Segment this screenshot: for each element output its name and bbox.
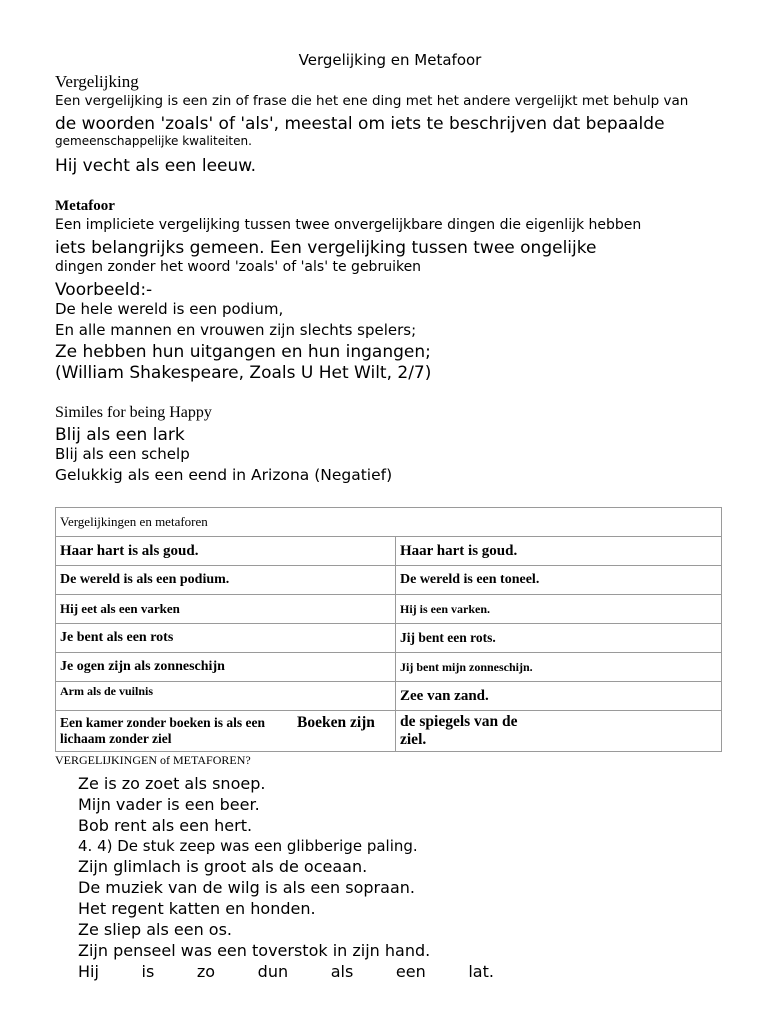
table-cell-metaphor: Zee van zand.	[396, 682, 722, 711]
metafoor-heading: Metafoor	[55, 198, 115, 214]
table-cell-simile: Je bent als een rots	[56, 624, 396, 653]
table-cell-simile-line-1: Een kamer zonder boeken is als een	[60, 715, 266, 730]
quiz-item: Mijn vader is een beer.	[78, 795, 260, 814]
quiz-item-justified	[78, 962, 494, 981]
table-cell-simile: Hij eet als een varken	[56, 595, 396, 624]
table-row	[56, 653, 722, 682]
quiz-word: Hij	[78, 962, 99, 981]
happy-item-2: Blij als een schelp	[55, 445, 190, 463]
quiz-word: zo	[196, 962, 216, 981]
quote-attribution: (William Shakespeare, Zoals U Het Wilt, 2/7)	[55, 363, 432, 383]
table-cell-simile: De wereld is als een podium.	[56, 566, 396, 595]
quote-line-3: Ze hebben hun uitgangen en hun ingangen;	[55, 342, 431, 362]
vergelijking-line-2: de woorden 'zoals' of 'als', meestal om iets te beschrijven dat bepaalde	[55, 114, 665, 134]
vergelijking-line-3: gemeenschappelijke kwaliteiten.	[55, 134, 252, 148]
quiz-heading: VERGELIJKINGEN of METAFOREN?	[55, 753, 251, 767]
table-row	[56, 537, 722, 566]
table-cell-simile: Je ogen zijn als zonneschijn	[56, 653, 396, 682]
quiz-item: Zijn penseel was een toverstok in zijn hand.	[78, 941, 431, 960]
quiz-item: Zijn glimlach is groot als de oceaan.	[78, 857, 368, 876]
happy-item-3: Gelukkig als een eend in Arizona (Negatief)	[55, 466, 393, 484]
metafoor-line-2: iets belangrijks gemeen. Een vergelijking tussen twee ongelijke	[55, 238, 597, 258]
comparison-table	[55, 507, 722, 752]
table-row	[56, 624, 722, 653]
table-cell-metaphor: Jij bent een rots.	[396, 624, 722, 653]
table-cell-metaphor-line-2: ziel.	[400, 731, 427, 748]
quiz-item: Het regent katten en honden.	[78, 899, 316, 918]
table-cell-simile-line-2: lichaam zonder ziel	[60, 731, 172, 746]
vergelijking-heading: Vergelijking	[55, 72, 139, 91]
quiz-item: Ze sliep als een os.	[78, 920, 232, 939]
quiz-word: lat.	[468, 962, 494, 981]
quiz-word: dun	[257, 962, 289, 981]
happy-item-1: Blij als een lark	[55, 425, 185, 445]
table-cell-simile: Arm als de vuilnis	[56, 682, 396, 711]
quiz-item: Bob rent als een hert.	[78, 816, 253, 835]
table-cell-simile: Haar hart is als goud.	[56, 537, 396, 566]
metafoor-line-3: dingen zonder het woord 'zoals' of 'als' te gebruiken	[55, 259, 422, 275]
table-row	[56, 711, 722, 752]
quiz-item: 4. 4) De stuk zeep was een glibberige paling.	[78, 837, 418, 855]
quote-line-1: De hele wereld is een podium,	[55, 300, 284, 318]
table-cell-metaphor-line-1: de spiegels van de	[400, 713, 518, 730]
quiz-item: Ze is zo zoet als snoep.	[78, 774, 266, 793]
table-cell-overflow-text: Boeken zijn	[297, 714, 375, 731]
table-header-cell: Vergelijkingen en metaforen	[56, 508, 722, 537]
table-header-row	[56, 508, 722, 537]
quiz-item: De muziek van de wilg is als een sopraan.	[78, 878, 415, 897]
table-cell-simile	[56, 711, 396, 752]
page-title: Vergelijking en Metafoor	[298, 51, 482, 69]
table-cell-metaphor: Hij is een varken.	[396, 595, 722, 624]
vergelijking-example: Hij vecht als een leeuw.	[55, 156, 257, 176]
vergelijking-line-1: Een vergelijking is een zin of frase die het ene ding met het andere vergelijkt met behulp van	[55, 93, 689, 109]
table-cell-metaphor: Haar hart is goud.	[396, 537, 722, 566]
voorbeeld-label: Voorbeeld:-	[55, 280, 153, 300]
table-cell-metaphor: Jij bent mijn zonneschijn.	[396, 653, 722, 682]
quiz-word: een	[395, 962, 426, 981]
quiz-word: als	[330, 962, 354, 981]
table-row	[56, 566, 722, 595]
table-cell-metaphor: De wereld is een toneel.	[396, 566, 722, 595]
metafoor-line-1: Een impliciete vergelijking tussen twee onvergelijkbare dingen die eigenlijk hebben	[55, 217, 642, 233]
quiz-word: is	[141, 962, 155, 981]
table-row	[56, 682, 722, 711]
table-row	[56, 595, 722, 624]
quote-line-2: En alle mannen en vrouwen zijn slechts spelers;	[55, 321, 417, 339]
table-cell-metaphor	[396, 711, 722, 752]
happy-heading: Similes for being Happy	[55, 404, 212, 421]
